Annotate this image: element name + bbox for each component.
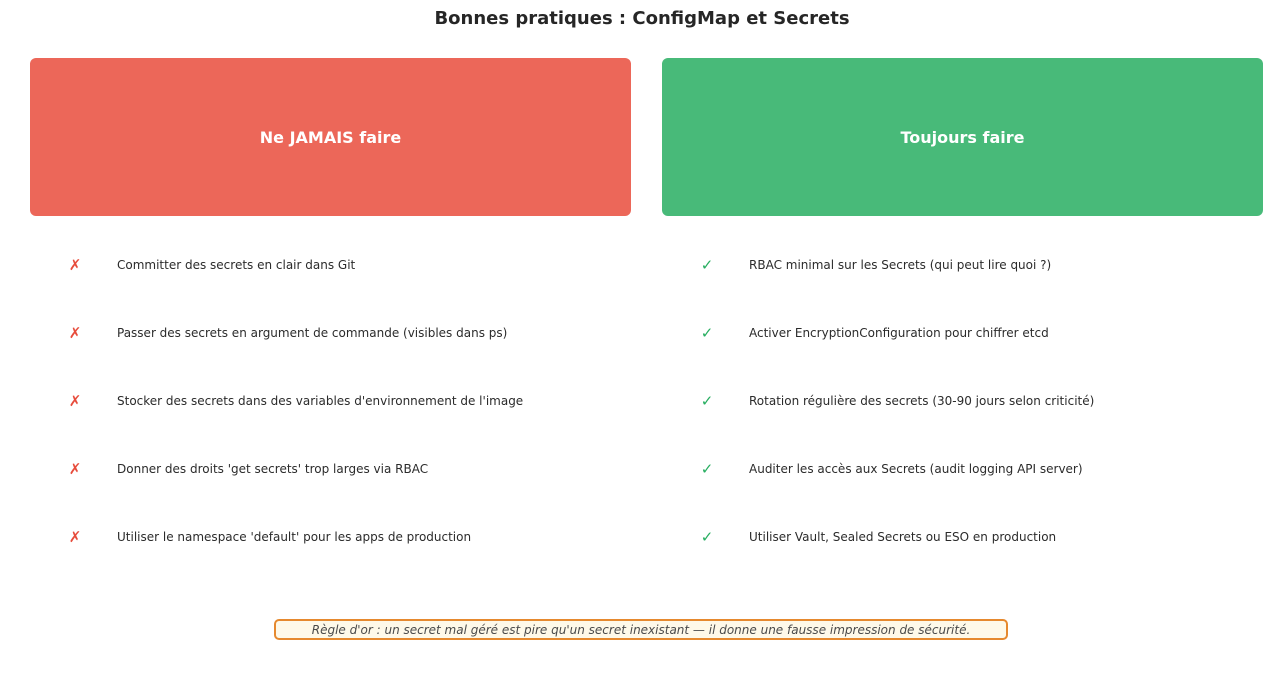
- never-do-item: Utiliser le namespace 'default' pour les apps de production: [117, 530, 472, 544]
- page-title: Bonnes pratiques : ConfigMap et Secrets: [434, 8, 850, 29]
- check-mark-icon: ✓: [700, 528, 714, 546]
- always-do-heading: Toujours faire: [900, 127, 1025, 147]
- always-do-panel: [662, 58, 1263, 216]
- always-do-item: Auditer les accès aux Secrets (audit logging API server): [749, 462, 1083, 476]
- golden-rule-note: Règle d'or : un secret mal géré est pire qu'un secret inexistant — il donne une fausse impression de sécurité.: [274, 619, 1008, 640]
- check-mark-icon: ✓: [700, 324, 714, 342]
- cross-mark-icon: ✗: [68, 256, 82, 274]
- never-do-item: Donner des droits 'get secrets' trop larges via RBAC: [117, 462, 429, 476]
- never-do-heading: Ne JAMAIS faire: [259, 127, 402, 147]
- check-mark-icon: ✓: [700, 460, 714, 478]
- check-mark-icon: ✓: [700, 256, 714, 274]
- always-do-item: RBAC minimal sur les Secrets (qui peut lire quoi ?): [749, 258, 1052, 272]
- check-mark-icon: ✓: [700, 392, 714, 410]
- always-do-item: Activer EncryptionConfiguration pour chiffrer etcd: [749, 326, 1049, 340]
- never-do-panel: [30, 58, 631, 216]
- never-do-item: Passer des secrets en argument de commande (visibles dans ps): [117, 326, 508, 340]
- cross-mark-icon: ✗: [68, 324, 82, 342]
- always-do-item: Rotation régulière des secrets (30-90 jours selon criticité): [749, 394, 1095, 408]
- always-do-item: Utiliser Vault, Sealed Secrets ou ESO en production: [749, 530, 1057, 544]
- cross-mark-icon: ✗: [68, 528, 82, 546]
- cross-mark-icon: ✗: [68, 392, 82, 410]
- never-do-item: Stocker des secrets dans des variables d'environnement de l'image: [117, 394, 524, 408]
- never-do-item: Committer des secrets en clair dans Git: [117, 258, 356, 272]
- cross-mark-icon: ✗: [68, 460, 82, 478]
